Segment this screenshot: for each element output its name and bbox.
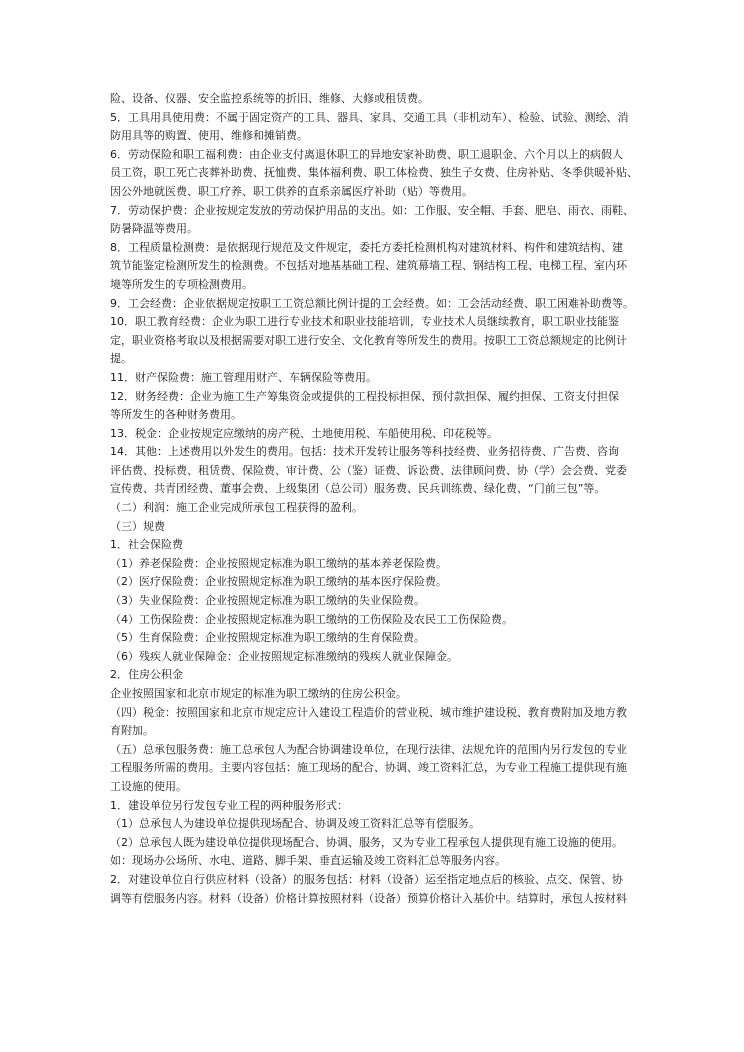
text-line: 调等有偿服务内容。材料（设备）价格计算按照材料（设备）预算价格计入基价中。结算时，承包人按材料 — [110, 891, 627, 905]
text-line: 9．工会经费：企业依据规定按职工工资总额比例计提的工会经费。如：工会活动经费、职工困难补助费等。 — [110, 296, 634, 310]
text-line: （二）利润：施工企业完成所承包工程获得的盈利。 — [110, 501, 363, 515]
text-line: 筑节能鉴定检测所发生的检测费。不包括对地基基础工程、建筑幕墙工程、钢结构工程、电梯工程、室内环 — [110, 259, 627, 273]
text-line: 10．职工教育经费：企业为职工进行专业技术和职业技能培训，专业技术人员继续教育，职工职业技能鉴 — [110, 315, 619, 329]
text-line: （四）税金：按照国家和北京市规定应计入建设工程造价的营业税、城市维护建设税、教育费附加及地方教 — [110, 705, 627, 719]
text-line: 评估费、投标费、租赁费、保险费、审计费、公（鉴）证费、诉讼费、法律顾问费、协（学）会会费、党委 — [110, 463, 627, 477]
text-line: 8．工程质量检测费：是依据现行规范及文件规定，委托方委托检测机构对建筑材料、构件和建筑结构、建 — [110, 240, 623, 254]
text-line: 2．对建设单位自行供应材料（设备）的服务包括：材料（设备）运至指定地点后的核验、点交、保管、协 — [110, 872, 623, 886]
text-line: 11．财产保险费：施工管理用财产、车辆保险等费用。 — [110, 370, 377, 384]
text-line: 员工资，职工死亡丧葬补助费、抚恤费、集体福利费、职工体检费、独生子女费、住房补贴、冬季供暖补贴、 — [110, 166, 638, 180]
text-line: 工程服务所需的费用。主要内容包括：施工现场的配合、协调、竣工资料汇总，为专业工程施工提供现有施 — [110, 761, 627, 775]
text-line: 1．社会保险费 — [110, 538, 183, 552]
text-line — [110, 908, 640, 927]
text-line: 12．财务经费：企业为施工生产筹集资金或提供的工程投标担保、预付款担保、履约担保、工资支付担保 — [110, 389, 619, 403]
text-line: （3）失业保险费：企业按照规定标准为职工缴纳的失业保险费。 — [110, 594, 425, 608]
text-line: 1．建设单位另行发包专业工程的两种服务形式： — [110, 798, 348, 812]
text-line: 14．其他：上述费用以外发生的费用。包括：技术开发转让服务等科技经费、业务招待费、广告费、咨询 — [110, 445, 619, 459]
text-line: 2．住房公积金 — [110, 668, 183, 682]
text-line: 企业按照国家和北京市规定的标准为职工缴纳的住房公积金。 — [110, 687, 407, 700]
text-line: 宣传费、共青团经费、董事会费、上级集团（总公司）服务费、民兵训练费、绿化费、“门前三包”等。 — [110, 482, 606, 496]
text-line: 防用具等的购置、使用、维修和摊销费。 — [110, 129, 308, 143]
text-line: 如：现场办公场所、水电、道路、脚手架、垂直运输及竣工资料汇总等服务内容。 — [110, 854, 506, 868]
text-line: 育附加。 — [110, 724, 154, 738]
text-line: 境等所发生的专项检测费用。 — [110, 277, 253, 291]
text-line: （4）工伤保险费：企业按照规定标准为职工缴纳的工伤保险及农民工工伤保险费。 — [110, 612, 513, 626]
text-line: 工设施的使用。 — [110, 779, 187, 793]
text-line: 等所发生的各种财务费用。 — [110, 408, 242, 422]
text-line: （1）养老保险费：企业按照规定标准为职工缴纳的基本养老保险费。 — [110, 556, 447, 570]
text-line: （三）规费 — [110, 519, 165, 533]
text-line: 定，职业资格考取以及根据需要对职工进行安全、文化教育等所发生的费用。按职工工资总额规定的比例计 — [110, 333, 627, 347]
text-line: 13．税金：企业按规定应缴纳的房产税、土地使用税、车船使用税、印花税等。 — [110, 426, 498, 440]
text-line: 因公外地就医费、职工疗养、职工供养的直系亲属医疗补助（贴）等费用。 — [110, 184, 473, 198]
text-line: 提。 — [110, 352, 132, 366]
text-line: 6．劳动保险和职工福利费：由企业支付离退休职工的异地安家补助费、职工退职金、六个月以上的病假人 — [110, 147, 623, 161]
text-line: 7．劳动保护费：企业按规定发放的劳动保护用品的支出。如：工作服、安全帽、手套、肥皂、雨衣、雨鞋、 — [110, 203, 634, 217]
text-line: （6）残疾人就业保障金：企业按照规定标准缴纳的残疾人就业保障金。 — [110, 649, 458, 663]
text-line: 险、设备、仪器、安全监控系统等的折旧、维修、大修或租赁费。 — [110, 92, 429, 105]
text-line: 5．工具用具使用费：不属于固定资产的工具、器具、家具、交通工具（非机动车）、检验、试验、测绘、消 — [110, 110, 629, 124]
text-line: （1）总承包人为建设单位提供现场配合、协调及竣工资料汇总等有偿服务。 — [110, 817, 480, 831]
text-line: （2）医疗保险费：企业按照规定标准为职工缴纳的基本医疗保险费。 — [110, 575, 447, 589]
text-line: （2）总承包人既为建设单位提供现场配合、协调、服务，又为专业工程承包人提供现有施工设施的使用。 — [110, 835, 623, 849]
document-body — [110, 90, 640, 927]
text-line: （5）生育保险费：企业按照规定标准为职工缴纳的生育保险费。 — [110, 631, 425, 645]
text-line: （五）总承包服务费：施工总承包人为配合协调建设单位，在现行法律、法规允许的范围内另行发包的专业 — [110, 742, 627, 756]
text-line: 防暑降温等费用。 — [110, 222, 198, 236]
